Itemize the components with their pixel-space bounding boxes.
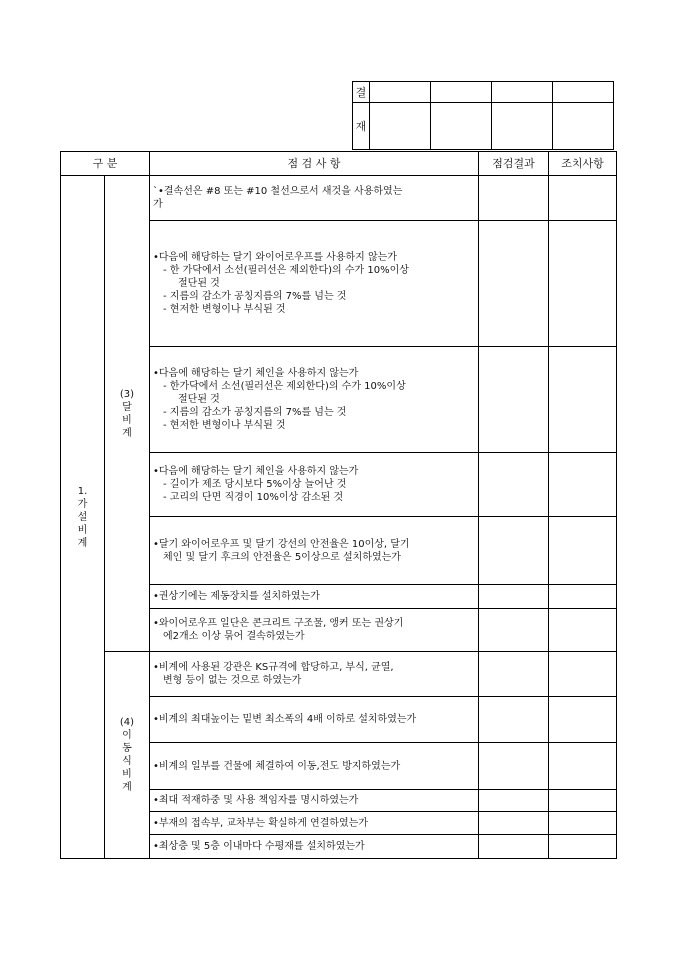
action-cell[interactable] — [549, 176, 617, 221]
approval-title-cell[interactable] — [370, 82, 431, 103]
action-cell[interactable] — [549, 743, 617, 790]
approval-sign-cell[interactable] — [370, 103, 431, 150]
action-cell[interactable] — [549, 609, 617, 652]
result-cell[interactable] — [479, 652, 549, 697]
result-cell[interactable] — [479, 812, 549, 835]
check-item: •비계의 최대높이는 밑변 최소폭의 4배 이하로 설치하였는가 — [150, 697, 479, 743]
check-item: •최상층 및 5층 이내마다 수평재를 설치하였는가 — [150, 835, 479, 859]
approval-table — [352, 81, 614, 150]
action-cell[interactable] — [549, 697, 617, 743]
action-cell[interactable] — [549, 347, 617, 453]
result-cell[interactable] — [479, 835, 549, 859]
header-action: 조치사항 — [549, 152, 617, 176]
result-cell[interactable] — [479, 743, 549, 790]
action-cell[interactable] — [549, 652, 617, 697]
checklist-table — [60, 151, 617, 859]
action-cell[interactable] — [549, 812, 617, 835]
group-3-label: (3) 달 비 계 — [105, 176, 150, 652]
header-category: 구 분 — [61, 152, 150, 176]
check-item: •부재의 접속부, 교차부는 확실하게 연결하였는가 — [150, 812, 479, 835]
check-item: •비계의 일부를 건물에 체결하여 이동,전도 방지하였는가 — [150, 743, 479, 790]
result-cell[interactable] — [479, 790, 549, 812]
check-item: •달기 와이어로우프 및 달기 강선의 안전율은 10이상, 달기 체인 및 달기 후크의 안전율은 5이상으로 설치하였는가 — [150, 517, 479, 585]
approval-sign-cell[interactable] — [553, 103, 614, 150]
header-result: 점검결과 — [479, 152, 549, 176]
action-cell[interactable] — [549, 835, 617, 859]
result-cell[interactable] — [479, 517, 549, 585]
action-cell[interactable] — [549, 517, 617, 585]
check-item: •최대 적재하중 및 사용 책임자를 명시하였는가 — [150, 790, 479, 812]
check-item: •다음에 해당하는 달기 와이어로우프를 사용하지 않는가 - 한 가닥에서 소선(필러선은 제외한다)의 수가 10%이상 절단된 것 - 지름의 감소가 공칭지름의 7%를 넘는 것 - 현저한 변형이나 부식된 것 — [150, 221, 479, 347]
group-4-label: (4) 이 동 식 비 계 — [105, 652, 150, 859]
result-cell[interactable] — [479, 697, 549, 743]
result-cell[interactable] — [479, 347, 549, 453]
check-item: •다음에 해당하는 달기 체인을 사용하지 않는가 - 길이가 제조 당시보다 5%이상 늘어난 것 - 고리의 단면 직경이 10%이상 감소된 것 — [150, 453, 479, 517]
approval-label-2: 재 — [353, 103, 370, 150]
action-cell[interactable] — [549, 790, 617, 812]
action-cell[interactable] — [549, 221, 617, 347]
approval-title-cell[interactable] — [431, 82, 492, 103]
header-items: 점 검 사 항 — [150, 152, 479, 176]
result-cell[interactable] — [479, 609, 549, 652]
header-row — [61, 152, 617, 176]
check-item: •와이어로우프 일단은 콘크리트 구조물, 앵커 또는 권상기 에2개소 이상 묶어 결속하였는가 — [150, 609, 479, 652]
approval-title-cell[interactable] — [492, 82, 553, 103]
check-item: •다음에 해당하는 달기 체인을 사용하지 않는가 - 한가닥에서 소선(필러선은 제외한다)의 수가 10%이상 절단된 것 - 지름의 감소가 공칭지름의 7%를 넘는 것 - 현저한 변형이나 부식된 것 — [150, 347, 479, 453]
result-cell[interactable] — [479, 176, 549, 221]
action-cell[interactable] — [549, 453, 617, 517]
check-item: •권상기에는 제동장치를 설치하였는가 — [150, 585, 479, 609]
check-item: `•결속선은 #8 또는 #10 철선으로서 새것을 사용하였는 가 — [150, 176, 479, 221]
approval-title-cell[interactable] — [553, 82, 614, 103]
table-row — [61, 652, 617, 697]
result-cell[interactable] — [479, 221, 549, 347]
section-1-label: 1. 가 설 비 계 — [61, 176, 105, 859]
result-cell[interactable] — [479, 585, 549, 609]
approval-label-1: 결 — [353, 82, 370, 103]
table-row — [61, 176, 617, 221]
check-item: •비계에 사용된 강관은 KS규격에 합당하고, 부식, 균열, 변형 등이 없는 것으로 하였는가 — [150, 652, 479, 697]
result-cell[interactable] — [479, 453, 549, 517]
approval-sign-cell[interactable] — [431, 103, 492, 150]
approval-sign-cell[interactable] — [492, 103, 553, 150]
action-cell[interactable] — [549, 585, 617, 609]
